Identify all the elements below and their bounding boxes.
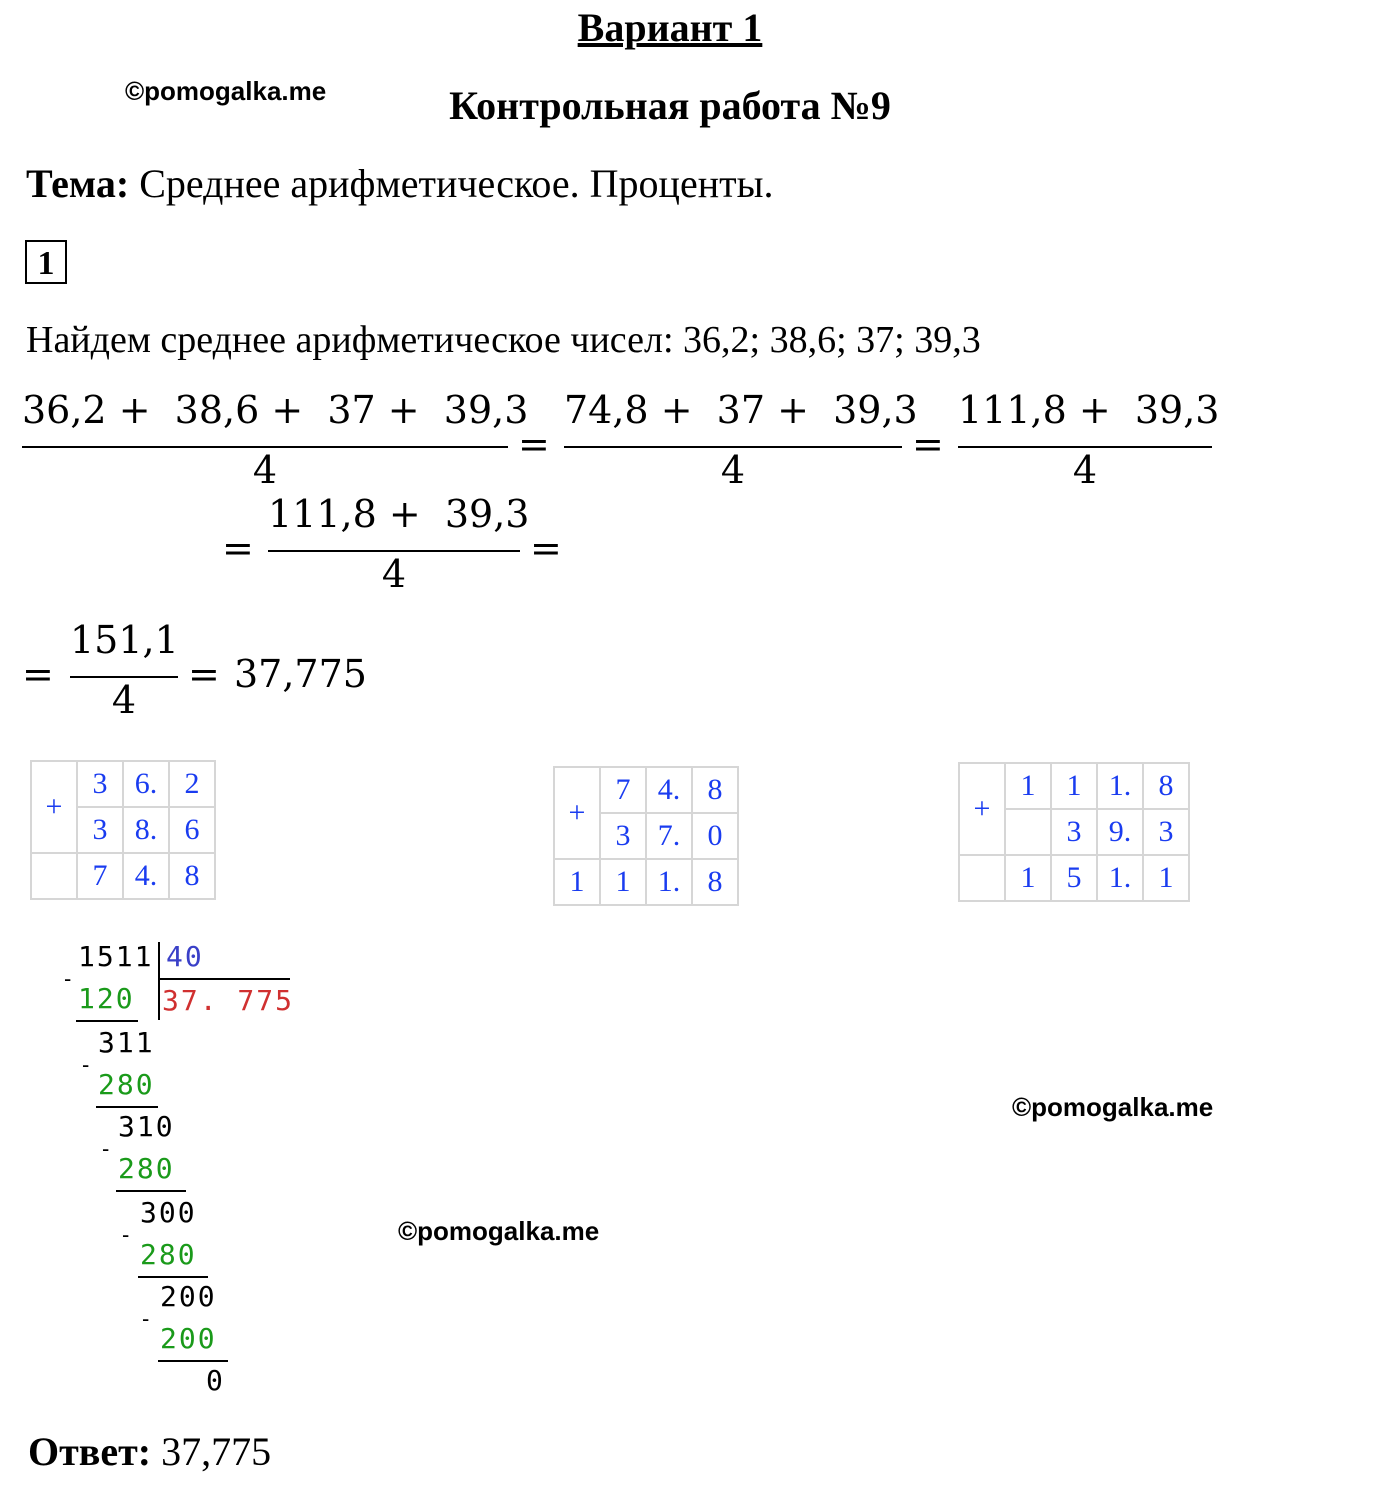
equals-sign: = [222, 526, 254, 570]
digit-cell: 3 [1051, 809, 1097, 855]
digit-cell: 3 [77, 761, 123, 807]
digit-cell: 1. [1097, 763, 1143, 809]
digit-cell: 1. [646, 859, 692, 905]
equals-sign: = [22, 652, 54, 696]
fraction-4-numerator: 111,8 + 39,3 [268, 492, 530, 536]
fraction-1-denominator: 4 [252, 448, 278, 492]
remainder: 311 [98, 1026, 155, 1059]
digit-cell: 1 [1051, 763, 1097, 809]
digit-cell: 1 [600, 859, 646, 905]
fraction-4-denominator: 4 [381, 552, 407, 596]
digit-cell: 8 [169, 853, 215, 899]
fraction-5 [70, 618, 178, 728]
topic-text: Среднее арифметическое. Проценты. [129, 161, 774, 206]
watermark: ©pomogalka.me [398, 1216, 600, 1246]
subtrahend: 120 [78, 982, 135, 1015]
fraction-5-denominator: 4 [111, 678, 137, 722]
final-remainder: 0 [206, 1364, 225, 1397]
equation-result: 37,775 [234, 652, 367, 696]
task-statement: Найдем среднее арифметическое чисел: 36,2; 38,6; 37; 39,3 [26, 319, 981, 361]
digit-cell: 3 [600, 813, 646, 859]
fraction-3 [958, 388, 1220, 498]
digit-cell: 7 [600, 767, 646, 813]
minus-sign: - [102, 1136, 110, 1161]
digit-cell: 4. [123, 853, 169, 899]
digit-cell: 3 [1143, 809, 1189, 855]
digit-cell: 2 [169, 761, 215, 807]
fraction-2-numerator: 74,8 + 37 + 39,3 [564, 388, 918, 432]
fraction-1-numerator: 36,2 + 38,6 + 37 + 39,3 [22, 388, 529, 432]
step-underline [76, 1020, 138, 1022]
step-underline [138, 1276, 208, 1278]
divisor: 40 [166, 940, 204, 973]
digit-cell: 0 [692, 813, 738, 859]
digit-cell [31, 853, 77, 899]
plus-sign: + [554, 767, 600, 859]
fraction-3-denominator: 4 [1072, 448, 1098, 492]
digit-cell: 1. [1097, 855, 1143, 901]
equals-sign: = [518, 422, 550, 466]
remainder: 310 [118, 1110, 175, 1143]
answer-value: 37,775 [151, 1429, 272, 1474]
plus-sign: + [31, 761, 77, 853]
digit-cell: 4. [646, 767, 692, 813]
digit-cell: 3 [77, 807, 123, 853]
step-underline [96, 1106, 158, 1108]
division-horizontal-line [158, 978, 290, 980]
digit-cell: 8 [692, 767, 738, 813]
topic-label: Тема: [26, 161, 130, 206]
watermark: ©pomogalka.me [1012, 1092, 1214, 1122]
fraction-2 [564, 388, 918, 498]
fraction-2-denominator: 4 [720, 448, 746, 492]
minus-sign: - [64, 966, 72, 991]
remainder: 300 [140, 1196, 197, 1229]
division-vertical-line [158, 942, 160, 1020]
fraction-4 [268, 492, 530, 602]
topic-line [26, 160, 773, 207]
step-underline [116, 1190, 186, 1192]
digit-cell: 1 [1005, 763, 1051, 809]
equals-sign: = [188, 652, 220, 696]
column-addition-3 [958, 762, 1190, 902]
plus-sign: + [959, 763, 1005, 855]
subtrahend: 280 [118, 1152, 175, 1185]
digit-cell: 9. [1097, 809, 1143, 855]
digit-cell [1005, 809, 1051, 855]
step-underline [158, 1360, 228, 1362]
task-number-box: 1 [25, 240, 67, 284]
digit-cell: 6. [123, 761, 169, 807]
digit-cell: 7 [77, 853, 123, 899]
watermark: ©pomogalka.me [125, 76, 327, 106]
remainder: 200 [160, 1280, 217, 1313]
work-title: Контрольная работа №9 [449, 83, 891, 128]
subtrahend: 200 [160, 1322, 217, 1355]
fraction-3-numerator: 111,8 + 39,3 [958, 388, 1220, 432]
variant-title: Вариант 1 [577, 5, 763, 50]
answer-label: Ответ: [28, 1429, 152, 1474]
digit-cell: 1 [1005, 855, 1051, 901]
digit-cell: 1 [1143, 855, 1189, 901]
digit-cell: 8. [123, 807, 169, 853]
column-addition-1 [30, 760, 216, 900]
quotient: 37. 775 [162, 984, 295, 1017]
fraction-1 [22, 388, 529, 498]
dividend: 1511 [78, 940, 154, 973]
digit-cell: 8 [692, 859, 738, 905]
digit-cell: 1 [554, 859, 600, 905]
column-addition-2 [553, 766, 739, 906]
digit-cell: 8 [1143, 763, 1189, 809]
minus-sign: - [122, 1222, 130, 1247]
equals-sign: = [530, 526, 562, 570]
fraction-5-numerator: 151,1 [70, 618, 179, 662]
digit-cell: 7. [646, 813, 692, 859]
subtrahend: 280 [98, 1068, 155, 1101]
answer-line [28, 1428, 271, 1475]
digit-cell: 6 [169, 807, 215, 853]
minus-sign: - [82, 1052, 90, 1077]
minus-sign: - [142, 1306, 150, 1331]
digit-cell: 5 [1051, 855, 1097, 901]
digit-cell [959, 855, 1005, 901]
equals-sign: = [912, 422, 944, 466]
subtrahend: 280 [140, 1238, 197, 1271]
